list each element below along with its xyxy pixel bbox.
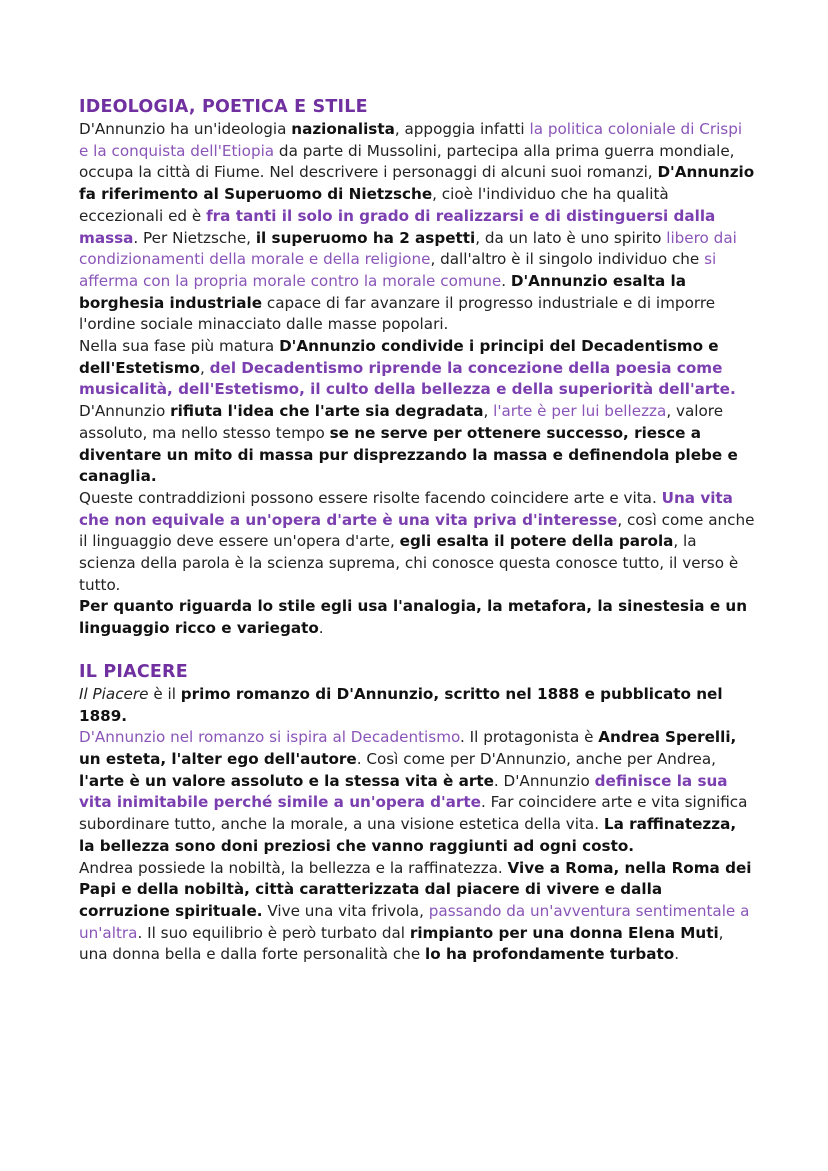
section-body-ideologia	[79, 119, 755, 640]
body-text: Andrea possiede la nobiltà, la bellezza e la raffinatezza.	[79, 858, 508, 877]
body-text: Queste contraddizioni possono essere risolte facendo coincidere arte e vita.	[79, 488, 662, 507]
section-heading-piacere: IL PIACERE	[79, 661, 188, 682]
paragraph	[79, 401, 755, 488]
body-text: , una donna bella e dalla forte personalità che	[79, 923, 724, 964]
body-text: ,	[199, 358, 210, 377]
bold-text: D'Annunzio fa riferimento al Superuomo di Nietzsche	[79, 163, 755, 204]
body-text: . Per Nietzsche,	[133, 228, 256, 247]
body-text: .	[501, 271, 511, 290]
paragraph	[79, 336, 755, 401]
paragraph	[79, 488, 755, 597]
section-divider-space	[79, 640, 755, 661]
body-text: , la scienza della parola è la scienza suprema, chi conosce questa conosce tutto, il verso è tutto.	[79, 532, 739, 594]
body-text: D'Annunzio	[79, 402, 171, 421]
paragraph	[79, 858, 755, 967]
body-text: , appoggia infatti	[394, 120, 530, 138]
highlight-text: D'Annunzio nel romanzo si ispira al Decadentismo	[79, 728, 461, 747]
body-text: . Far coincidere arte e vita significa subordinare tutto, anche la morale, a una visione estetica della vita.	[79, 793, 748, 834]
body-text: .	[318, 619, 324, 638]
body-text: da parte di Mussolini, partecipa alla prima guerra mondiale, occupa la città di Fiume. Nel descrivere i personaggi di alcuni suoi romanzi,	[79, 141, 735, 182]
body-text: Vive una vita frivola,	[262, 901, 429, 920]
paragraph	[79, 727, 755, 857]
highlight-text: si afferma con la propria morale contro la morale comune	[79, 250, 717, 290]
highlight-text: l'arte è per lui bellezza	[493, 402, 667, 421]
body-text: .	[674, 945, 680, 964]
body-text: capace di far avanzare il progresso industriale e di imporre l'ordine sociale minacciato dalle masse popolari.	[79, 293, 716, 334]
body-text: . Il protagonista è	[460, 728, 599, 747]
paragraph	[79, 596, 755, 639]
bold-text: lo ha profondamente turbato	[425, 945, 675, 964]
body-text: , valore assoluto, ma nello stesso tempo	[79, 402, 724, 442]
bold-text: rifiuta l'idea che l'arte sia degradata	[170, 402, 484, 421]
paragraph	[79, 684, 755, 727]
bold-text: Andrea Sperelli, un esteta, l'alter ego dell'autore	[79, 728, 737, 768]
bold-text: nazionalista	[291, 120, 395, 138]
bold-text: il superuomo ha 2 aspetti	[255, 228, 476, 247]
highlight-text: libero dai condizionamenti della morale e della religione	[79, 228, 737, 269]
paragraph	[79, 119, 755, 336]
bold-text: l'arte è un valore assoluto e la stessa vita è arte	[79, 771, 494, 790]
bold-highlight-text: fra tanti il solo in grado di realizzarsi e di distinguersi dalla massa	[79, 206, 716, 247]
section-heading-ideologia: IDEOLOGIA, POETICA E STILE	[79, 97, 368, 117]
bold-text: se ne serve per ottenere successo, riesce a diventare un mito di massa pur disprezzando la massa e definendola plebe e canaglia.	[79, 423, 738, 486]
body-text: . Il suo equilibrio è però turbato dal	[137, 923, 410, 942]
bold-text: Per quanto riguarda lo stile egli usa l'analogia, la metafora, la sinestesia e un linguaggio ricco e variegato	[79, 597, 748, 638]
bold-text: egli esalta il potere della parola	[399, 532, 674, 551]
body-text: , da un lato è uno spirito	[475, 228, 667, 247]
bold-text: D'Annunzio condivide i principi del Decadentismo e dell'Estetismo	[79, 337, 719, 377]
bold-text: primo romanzo di D'Annunzio, scritto nel 1888 e pubblicato nel 1889.	[79, 684, 723, 725]
body-text: . D'Annunzio	[493, 771, 595, 790]
bold-highlight-text: del Decadentismo riprende la concezione della poesia come musicalità, dell'Estetismo, il culto della bellezza e della superiorità dell'arte.	[79, 358, 736, 399]
highlight-text: la politica coloniale di Crispi e la conquista dell'Etiopia	[79, 120, 743, 160]
body-text: , così come anche il linguaggio deve essere un'opera d'arte,	[79, 510, 755, 551]
section-body-piacere	[79, 684, 755, 966]
bold-text: Vive a Roma, nella Roma dei Papi e della nobiltà, città caratterizzata dal piacere di vivere e dalla corruzione spirituale.	[79, 858, 752, 920]
document-page	[79, 96, 755, 966]
body-text: . Così come per D'Annunzio, anche per Andrea,	[356, 749, 716, 768]
highlight-text: passando da un'avventura sentimentale a un'altra	[79, 901, 750, 942]
bold-text: D'Annunzio esalta la borghesia industriale	[79, 271, 686, 312]
body-text: , cioè l'individuo che ha qualità eccezionali ed è	[79, 185, 669, 225]
bold-text: La raffinatezza, la bellezza sono doni preziosi che vanno raggiunti ad ogni costo.	[79, 815, 737, 855]
body-text: è il	[148, 684, 181, 703]
italic-text: Il Piacere	[79, 684, 149, 703]
bold-text: rimpianto per una donna Elena Muti	[409, 923, 719, 942]
body-text: D'Annunzio ha un'ideologia	[79, 120, 292, 138]
body-text: ,	[483, 402, 494, 421]
bold-highlight-text: Una vita che non equivale a un'opera d'arte è una vita priva d'interesse	[79, 488, 733, 529]
bold-highlight-text: definisce la sua vita inimitabile perché simile a un'opera d'arte	[79, 771, 728, 812]
body-text: Nella sua fase più matura	[79, 337, 280, 356]
body-text: , dall'altro è il singolo individuo che	[430, 250, 705, 269]
